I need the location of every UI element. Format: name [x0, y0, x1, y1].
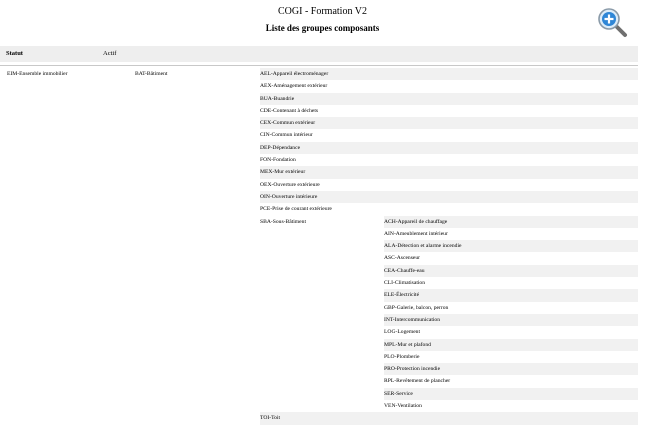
tree-row — [0, 68, 638, 80]
subgroup-label: INT-Intercommunication — [384, 314, 638, 326]
group-label: DEP-Dépendance — [260, 142, 638, 154]
group-label: CDE-Contenant à déchets — [260, 107, 319, 114]
tree-row — [0, 93, 638, 105]
divider — [0, 65, 638, 66]
tree-row — [0, 302, 638, 314]
tree-row — [0, 412, 638, 424]
subgroup-label: ASC-Ascenseur — [384, 255, 421, 262]
subgroup-label: CEA-Chauffe-eau — [384, 265, 638, 277]
group-label: FON-Fondation — [260, 157, 296, 164]
group-label: CEX-Commun extérieur — [260, 117, 638, 129]
group-label: SBA-Sous-Bâtiment — [260, 218, 306, 225]
tree-row — [0, 166, 638, 178]
subgroup-label: AIN-Ameublement intérieur — [384, 230, 448, 237]
tree-row — [0, 252, 638, 264]
tree-row — [0, 154, 638, 166]
tree-row — [0, 363, 638, 375]
tree-row — [0, 105, 638, 117]
report-subtitle: Liste des groupes composants — [265, 23, 380, 33]
tree-row — [0, 400, 638, 412]
level2-label: BAT-Bâtiment — [135, 71, 168, 77]
subgroup-label: PLO-Plomberie — [384, 353, 420, 360]
tree-row — [0, 129, 638, 141]
tree-row — [0, 117, 638, 129]
group-label: TOI-Toit — [260, 412, 638, 424]
tree-row — [0, 228, 638, 240]
tree-row — [0, 351, 638, 363]
tree-row — [0, 216, 638, 228]
tree-row — [0, 375, 638, 387]
tree-row — [0, 240, 638, 252]
tree-row — [0, 203, 638, 215]
status-value: Actif — [103, 50, 117, 57]
subgroup-label: ACH-Appareil de chauffage — [384, 216, 638, 228]
subgroup-label: CLI-Climatisation — [384, 280, 426, 287]
status-label: Statut — [6, 50, 23, 57]
component-group-tree — [0, 68, 638, 425]
group-label: OIN-Ouverture intérieure — [260, 191, 638, 203]
group-label: CIN-Commun intérieur — [260, 132, 313, 139]
report-title: COGI - Formation V2 — [278, 6, 367, 17]
subgroup-label: LOG-Logement — [384, 329, 421, 336]
level1-label: EIM-Ensemble immobilier — [7, 71, 68, 77]
status-row — [0, 46, 638, 62]
subgroup-label: RPL-Revêtement de plancher — [384, 378, 451, 385]
subgroup-label: SER-Service — [384, 388, 638, 400]
subgroup-label: GBP-Galerie, balcon, perron — [384, 304, 449, 311]
tree-row — [0, 314, 638, 326]
tree-row — [0, 289, 638, 301]
group-label: AEL-Appareil électroménager — [260, 68, 638, 80]
subgroup-label: PRO-Protection incendie — [384, 363, 638, 375]
zoom-in-icon[interactable] — [596, 6, 628, 38]
tree-row — [0, 265, 638, 277]
group-label: MEX-Mur extérieur — [260, 166, 638, 178]
group-label: BUA-Buandrie — [260, 93, 638, 105]
tree-row — [0, 326, 638, 338]
subgroup-label: ELE-Électricité — [384, 289, 638, 301]
tree-row — [0, 191, 638, 203]
tree-row — [0, 142, 638, 154]
subgroup-label: MPL-Mur et plafond — [384, 339, 638, 351]
group-label: PCE-Prise de courant extérieure — [260, 206, 332, 213]
tree-row — [0, 388, 638, 400]
tree-row — [0, 179, 638, 191]
tree-row — [0, 80, 638, 92]
tree-row — [0, 339, 638, 351]
subgroup-label: ALA-Détection et alarme incendie — [384, 240, 638, 252]
subgroup-label: VEN-Ventilation — [384, 403, 422, 410]
group-label: AEX-Aménagement extérieur — [260, 83, 328, 90]
group-label: OEX-Ouverture extérieure — [260, 181, 320, 188]
tree-row — [0, 277, 638, 289]
